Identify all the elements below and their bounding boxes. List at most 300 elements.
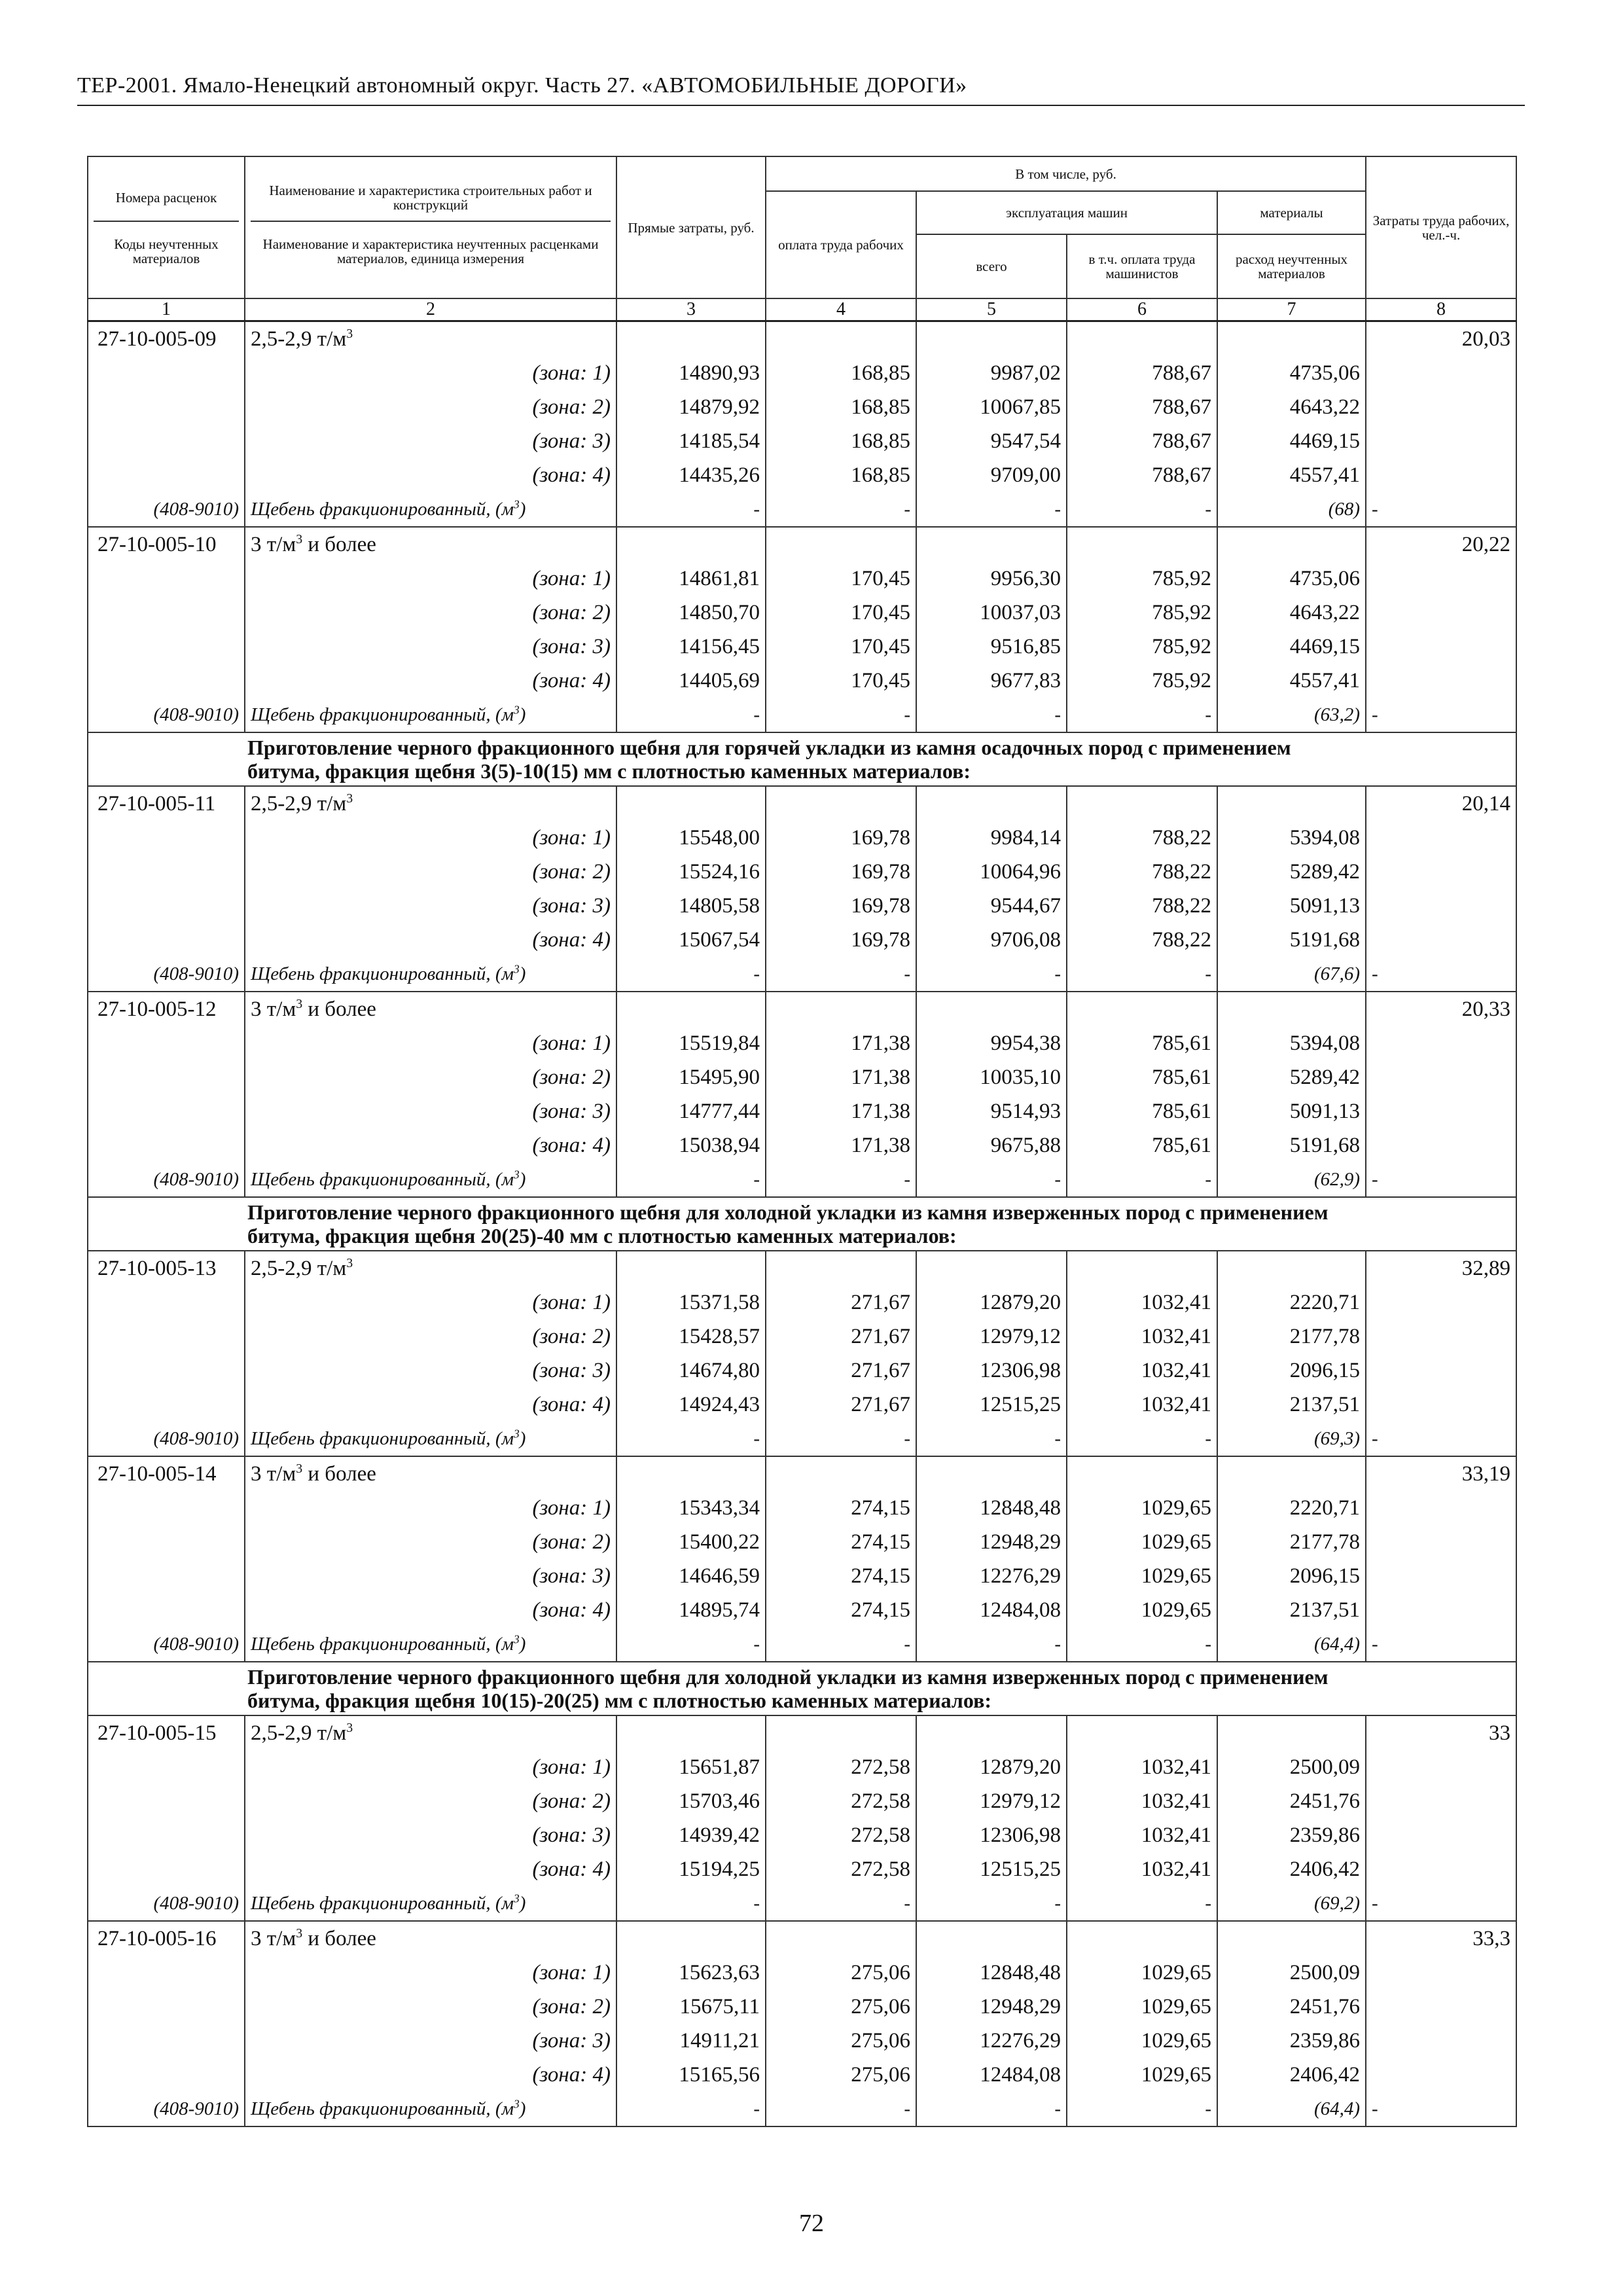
zone-label: (зона: 4) — [245, 923, 616, 957]
rate-title-text: 3 т/м — [251, 1462, 296, 1486]
machinist-wages: 1032,41 — [1067, 1818, 1217, 1852]
materials-cost: 4557,41 — [1217, 458, 1366, 492]
header-rule — [77, 105, 1525, 106]
empty-cell — [766, 1251, 916, 1285]
empty-cell — [1366, 356, 1516, 390]
empty-cell — [1217, 1456, 1366, 1491]
zone-row — [88, 1559, 1516, 1593]
empty-cell — [1067, 1251, 1217, 1285]
material-name-end: ) — [519, 499, 526, 520]
material-dash: - — [1067, 1422, 1217, 1456]
zone-row — [88, 424, 1516, 458]
rate-title-end: и более — [302, 1927, 376, 1950]
zone-row — [88, 1354, 1516, 1388]
machine-total: 12848,48 — [916, 1491, 1067, 1525]
zone-row — [88, 630, 1516, 664]
rate-title-end: и более — [302, 1462, 376, 1486]
direct-cost: 15519,84 — [616, 1026, 766, 1060]
material-dash: - — [1366, 957, 1516, 992]
material-dash: - — [1067, 698, 1217, 732]
machine-total: 12879,20 — [916, 1750, 1067, 1784]
rate-code: 27-10-005-09 — [88, 321, 245, 357]
worker-wages: 271,67 — [766, 1354, 916, 1388]
machine-total: 12515,25 — [916, 1388, 1067, 1422]
zone-row — [88, 1990, 1516, 2024]
rate-code: 27-10-005-15 — [88, 1715, 245, 1750]
material-code: (408-9010) — [88, 698, 245, 732]
empty-cell — [88, 1818, 245, 1852]
zone-row — [88, 1319, 1516, 1354]
empty-cell — [616, 1251, 766, 1285]
direct-cost: 14879,92 — [616, 390, 766, 424]
col6-header: в т.ч. оплата труда машинистов — [1067, 234, 1217, 298]
worker-wages: 271,67 — [766, 1319, 916, 1354]
materials-cost: 4735,06 — [1217, 356, 1366, 390]
zone-label: (зона: 2) — [245, 390, 616, 424]
materials-cost: 2406,42 — [1217, 2058, 1366, 2092]
labor-cost: 33,3 — [1366, 1921, 1516, 1956]
empty-cell — [766, 1456, 916, 1491]
empty-cell — [1366, 923, 1516, 957]
worker-wages: 171,38 — [766, 1094, 916, 1128]
zone-row — [88, 1094, 1516, 1128]
zone-label: (зона: 4) — [245, 664, 616, 698]
empty-cell — [88, 889, 245, 923]
material-dash: - — [616, 1422, 766, 1456]
direct-cost: 14156,45 — [616, 630, 766, 664]
direct-cost: 15371,58 — [616, 1285, 766, 1319]
empty-cell — [1217, 1715, 1366, 1750]
zone-label: (зона: 3) — [245, 2024, 616, 2058]
zone-row — [88, 855, 1516, 889]
materials-cost: 4643,22 — [1217, 390, 1366, 424]
direct-cost: 14861,81 — [616, 562, 766, 596]
empty-cell — [1366, 1956, 1516, 1990]
column-number: 5 — [916, 298, 1067, 321]
machinist-wages: 1029,65 — [1067, 1593, 1217, 1627]
material-dash: - — [1366, 1886, 1516, 1921]
machinist-wages: 1029,65 — [1067, 2058, 1217, 2092]
material-dash: - — [766, 1162, 916, 1197]
rate-code: 27-10-005-11 — [88, 786, 245, 821]
worker-wages: 272,58 — [766, 1784, 916, 1818]
zone-label: (зона: 4) — [245, 1852, 616, 1886]
zone-label: (зона: 3) — [245, 889, 616, 923]
worker-wages: 170,45 — [766, 596, 916, 630]
machinist-wages: 788,22 — [1067, 923, 1217, 957]
col7-header: расход неучтенных материалов — [1217, 234, 1366, 298]
rate-title-row — [88, 321, 1516, 357]
material-dash: - — [766, 698, 916, 732]
zone-row — [88, 889, 1516, 923]
material-name — [245, 1162, 616, 1197]
machinist-wages: 785,92 — [1067, 630, 1217, 664]
material-code: (408-9010) — [88, 1886, 245, 1921]
direct-cost: 15675,11 — [616, 1990, 766, 2024]
empty-cell — [766, 527, 916, 562]
empty-cell — [1067, 1715, 1217, 1750]
section-spacer — [1366, 732, 1516, 786]
worker-wages: 275,06 — [766, 1990, 916, 2024]
empty-cell — [1366, 390, 1516, 424]
section-spacer — [1366, 1662, 1516, 1715]
zone-label: (зона: 3) — [245, 630, 616, 664]
worker-wages: 271,67 — [766, 1285, 916, 1319]
labor-cost: 20,14 — [1366, 786, 1516, 821]
direct-cost: 15067,54 — [616, 923, 766, 957]
material-quantity: (62,9) — [1217, 1162, 1366, 1197]
machinist-wages: 785,92 — [1067, 596, 1217, 630]
machinist-wages: 1029,65 — [1067, 1956, 1217, 1990]
empty-cell — [916, 786, 1067, 821]
zone-row — [88, 1818, 1516, 1852]
machine-total: 12306,98 — [916, 1818, 1067, 1852]
zone-row — [88, 2024, 1516, 2058]
material-dash: - — [616, 1162, 766, 1197]
material-dash: - — [766, 2092, 916, 2126]
empty-cell — [1366, 1559, 1516, 1593]
zone-row — [88, 1060, 1516, 1094]
zone-label: (зона: 2) — [245, 596, 616, 630]
material-name-text: Щебень фракционированный, (м — [251, 1893, 514, 1914]
direct-cost: 14405,69 — [616, 664, 766, 698]
empty-cell — [1366, 1818, 1516, 1852]
empty-cell — [916, 321, 1067, 357]
rate-title-text: 2,5-2,9 т/м — [251, 327, 347, 351]
zone-label: (зона: 1) — [245, 1285, 616, 1319]
empty-cell — [916, 1715, 1067, 1750]
material-dash: - — [916, 1422, 1067, 1456]
direct-cost: 14890,93 — [616, 356, 766, 390]
worker-wages: 168,85 — [766, 356, 916, 390]
material-row — [88, 957, 1516, 992]
empty-cell — [916, 527, 1067, 562]
column-number: 6 — [1067, 298, 1217, 321]
machine-total: 12276,29 — [916, 2024, 1067, 2058]
machine-total: 9677,83 — [916, 664, 1067, 698]
material-name — [245, 698, 616, 732]
material-dash: - — [1067, 1627, 1217, 1662]
machine-total: 12948,29 — [916, 1525, 1067, 1559]
empty-cell — [88, 1525, 245, 1559]
empty-cell — [1366, 562, 1516, 596]
rate-title-text: 2,5-2,9 т/м — [251, 792, 347, 816]
worker-wages: 170,45 — [766, 562, 916, 596]
materials-cost: 2137,51 — [1217, 1388, 1366, 1422]
rate-title-end: и более — [302, 533, 376, 556]
material-name-text: Щебень фракционированный, (м — [251, 963, 514, 984]
rate-title — [245, 1921, 616, 1956]
materials-cost: 4469,15 — [1217, 630, 1366, 664]
material-dash: - — [616, 1627, 766, 1662]
zone-label: (зона: 1) — [245, 1026, 616, 1060]
empty-cell — [616, 1715, 766, 1750]
empty-cell — [88, 1285, 245, 1319]
materials-cost: 5091,13 — [1217, 889, 1366, 923]
empty-cell — [88, 923, 245, 957]
worker-wages: 275,06 — [766, 2024, 916, 2058]
material-dash: - — [916, 2092, 1067, 2126]
machinist-wages: 788,67 — [1067, 458, 1217, 492]
material-dash: - — [766, 957, 916, 992]
machinist-wages: 788,22 — [1067, 855, 1217, 889]
column-numbers — [88, 298, 1516, 321]
material-name — [245, 1422, 616, 1456]
zone-row — [88, 1784, 1516, 1818]
material-quantity: (64,4) — [1217, 2092, 1366, 2126]
machine-total: 12306,98 — [916, 1354, 1067, 1388]
col1-header — [88, 156, 245, 298]
materials-cost: 5191,68 — [1217, 923, 1366, 957]
rate-title — [245, 992, 616, 1026]
material-name-end: ) — [519, 2098, 526, 2119]
empty-cell — [88, 596, 245, 630]
material-dash: - — [616, 957, 766, 992]
rate-title-sup: 3 — [346, 791, 353, 806]
empty-cell — [88, 1491, 245, 1525]
material-dash: - — [766, 1422, 916, 1456]
empty-cell — [88, 1388, 245, 1422]
materials-cost: 2220,71 — [1217, 1491, 1366, 1525]
machine-total: 12979,12 — [916, 1319, 1067, 1354]
col4-header: оплата труда рабочих — [766, 191, 916, 298]
empty-cell — [1366, 1026, 1516, 1060]
zone-label: (зона: 2) — [245, 1525, 616, 1559]
direct-cost: 15548,00 — [616, 821, 766, 855]
direct-cost: 15651,87 — [616, 1750, 766, 1784]
empty-cell — [88, 664, 245, 698]
material-quantity: (67,6) — [1217, 957, 1366, 992]
material-code: (408-9010) — [88, 1162, 245, 1197]
empty-cell — [1366, 1852, 1516, 1886]
empty-cell — [88, 821, 245, 855]
empty-cell — [1217, 1921, 1366, 1956]
material-unit-sup: 3 — [514, 1892, 520, 1905]
empty-cell — [1366, 1593, 1516, 1627]
empty-cell — [88, 1559, 245, 1593]
rate-title — [245, 786, 616, 821]
material-name-text: Щебень фракционированный, (м — [251, 1428, 514, 1449]
empty-cell — [88, 1990, 245, 2024]
running-head: ТЕР-2001. Ямало-Ненецкий автономный округ. Часть 27. «АВТОМОБИЛЬНЫЕ ДОРОГИ» — [77, 73, 967, 98]
empty-cell — [1067, 321, 1217, 357]
direct-cost: 14850,70 — [616, 596, 766, 630]
material-row — [88, 1422, 1516, 1456]
materials-cost: 2451,76 — [1217, 1990, 1366, 2024]
material-unit-sup: 3 — [514, 1632, 520, 1646]
machinist-wages: 788,22 — [1067, 821, 1217, 855]
rates-body — [88, 321, 1516, 2127]
empty-cell — [1366, 1060, 1516, 1094]
empty-cell — [916, 1456, 1067, 1491]
rate-code: 27-10-005-12 — [88, 992, 245, 1026]
material-dash: - — [616, 698, 766, 732]
machinist-wages: 785,61 — [1067, 1094, 1217, 1128]
empty-cell — [1366, 1094, 1516, 1128]
empty-cell — [88, 458, 245, 492]
empty-cell — [1217, 992, 1366, 1026]
zone-label: (зона: 2) — [245, 1990, 616, 2024]
direct-cost: 14895,74 — [616, 1593, 766, 1627]
zone-label: (зона: 3) — [245, 424, 616, 458]
worker-wages: 274,15 — [766, 1525, 916, 1559]
rate-title-sup: 3 — [296, 1926, 303, 1941]
empty-cell — [1217, 527, 1366, 562]
material-name-end: ) — [519, 1428, 526, 1449]
rate-title-sup: 3 — [346, 1256, 353, 1270]
empty-cell — [88, 2058, 245, 2092]
material-name-text: Щебень фракционированный, (м — [251, 704, 514, 725]
machine-total: 10037,03 — [916, 596, 1067, 630]
direct-cost: 14435,26 — [616, 458, 766, 492]
zone-row — [88, 596, 1516, 630]
rate-code: 27-10-005-16 — [88, 1921, 245, 1956]
zone-row — [88, 1026, 1516, 1060]
empty-cell — [766, 1715, 916, 1750]
materials-cost: 2220,71 — [1217, 1285, 1366, 1319]
empty-cell — [88, 356, 245, 390]
empty-cell — [1366, 424, 1516, 458]
section-heading-text: Приготовление черного фракционного щебня для холодной укладки из камня изверженных пород с применением битума, фракция щебня 20(25)-40 мм с плотностью каменных материалов: — [245, 1197, 1366, 1251]
materials-cost: 2500,09 — [1217, 1750, 1366, 1784]
empty-cell — [88, 855, 245, 889]
direct-cost: 14924,43 — [616, 1388, 766, 1422]
zone-row — [88, 1388, 1516, 1422]
empty-cell — [1366, 596, 1516, 630]
machine-total: 12484,08 — [916, 2058, 1067, 2092]
direct-cost: 14911,21 — [616, 2024, 766, 2058]
material-unit-sup: 3 — [514, 703, 520, 717]
worker-wages: 171,38 — [766, 1026, 916, 1060]
worker-wages: 169,78 — [766, 821, 916, 855]
labor-cost: 33,19 — [1366, 1456, 1516, 1491]
zone-row — [88, 562, 1516, 596]
material-dash: - — [616, 1886, 766, 1921]
section-spacer — [88, 1662, 245, 1715]
materials-cost: 2406,42 — [1217, 1852, 1366, 1886]
machinist-wages: 1032,41 — [1067, 1852, 1217, 1886]
machinist-wages: 788,67 — [1067, 424, 1217, 458]
machine-total: 9987,02 — [916, 356, 1067, 390]
empty-cell — [1366, 1128, 1516, 1162]
machine-total: 12276,29 — [916, 1559, 1067, 1593]
machinist-wages: 1032,41 — [1067, 1285, 1217, 1319]
machinist-wages: 785,92 — [1067, 664, 1217, 698]
material-name-text: Щебень фракционированный, (м — [251, 1634, 514, 1655]
empty-cell — [88, 1354, 245, 1388]
materials-cost: 2451,76 — [1217, 1784, 1366, 1818]
material-dash: - — [1067, 492, 1217, 527]
material-dash: - — [1067, 2092, 1217, 2126]
section-heading — [88, 732, 1516, 786]
machinist-wages: 785,61 — [1067, 1026, 1217, 1060]
rate-code: 27-10-005-14 — [88, 1456, 245, 1491]
rate-title — [245, 1456, 616, 1491]
machine-total: 10035,10 — [916, 1060, 1067, 1094]
empty-cell — [1366, 630, 1516, 664]
machine-total: 12948,29 — [916, 1990, 1067, 2024]
machinist-wages: 1029,65 — [1067, 1525, 1217, 1559]
empty-cell — [1366, 1354, 1516, 1388]
section-spacer — [88, 1197, 245, 1251]
material-code: (408-9010) — [88, 1627, 245, 1662]
material-row — [88, 2092, 1516, 2126]
material-name-text: Щебень фракционированный, (м — [251, 1169, 514, 1190]
empty-cell — [88, 1319, 245, 1354]
material-name-text: Щебень фракционированный, (м — [251, 2098, 514, 2119]
zone-label: (зона: 2) — [245, 1784, 616, 1818]
empty-cell — [1217, 786, 1366, 821]
col1-header-top: Номера расценок — [94, 175, 239, 222]
machinist-wages: 1029,65 — [1067, 1990, 1217, 2024]
machinist-wages: 785,61 — [1067, 1128, 1217, 1162]
direct-cost: 15703,46 — [616, 1784, 766, 1818]
material-code: (408-9010) — [88, 1422, 245, 1456]
materials-cost: 2359,86 — [1217, 2024, 1366, 2058]
empty-cell — [88, 1750, 245, 1784]
direct-cost: 15038,94 — [616, 1128, 766, 1162]
rate-title-text: 3 т/м — [251, 533, 296, 556]
machines-header: эксплуатация машин — [916, 191, 1217, 234]
zone-label: (зона: 4) — [245, 2058, 616, 2092]
direct-cost: 14939,42 — [616, 1818, 766, 1852]
rate-code: 27-10-005-10 — [88, 527, 245, 562]
zone-label: (зона: 4) — [245, 1593, 616, 1627]
worker-wages: 275,06 — [766, 2058, 916, 2092]
empty-cell — [1217, 1251, 1366, 1285]
material-dash: - — [916, 1886, 1067, 1921]
section-spacer — [88, 732, 245, 786]
material-unit-sup: 3 — [514, 497, 520, 511]
material-name-end: ) — [519, 1169, 526, 1190]
direct-cost: 14674,80 — [616, 1354, 766, 1388]
empty-cell — [88, 1784, 245, 1818]
empty-cell — [88, 424, 245, 458]
zone-row — [88, 1852, 1516, 1886]
worker-wages: 170,45 — [766, 630, 916, 664]
material-code: (408-9010) — [88, 2092, 245, 2126]
empty-cell — [88, 1060, 245, 1094]
labor-cost: 20,03 — [1366, 321, 1516, 357]
direct-cost: 15524,16 — [616, 855, 766, 889]
material-name — [245, 1627, 616, 1662]
material-name — [245, 1886, 616, 1921]
material-dash: - — [1366, 2092, 1516, 2126]
material-name-end: ) — [519, 1634, 526, 1655]
empty-cell — [1366, 1784, 1516, 1818]
rate-title-row — [88, 1715, 1516, 1750]
rates-table — [87, 156, 1517, 2127]
rate-title-row — [88, 1921, 1516, 1956]
machinist-wages: 1032,41 — [1067, 1750, 1217, 1784]
machine-total: 12848,48 — [916, 1956, 1067, 1990]
machinist-wages: 788,67 — [1067, 356, 1217, 390]
direct-cost: 15495,90 — [616, 1060, 766, 1094]
empty-cell — [1366, 855, 1516, 889]
empty-cell — [1217, 321, 1366, 357]
materials-cost: 4469,15 — [1217, 424, 1366, 458]
zone-label: (зона: 1) — [245, 821, 616, 855]
empty-cell — [88, 1956, 245, 1990]
machinist-wages: 785,92 — [1067, 562, 1217, 596]
direct-cost: 15165,56 — [616, 2058, 766, 2092]
empty-cell — [616, 527, 766, 562]
material-name — [245, 2092, 616, 2126]
rate-code: 27-10-005-13 — [88, 1251, 245, 1285]
worker-wages: 272,58 — [766, 1818, 916, 1852]
material-unit-sup: 3 — [514, 1168, 520, 1181]
zone-row — [88, 1956, 1516, 1990]
